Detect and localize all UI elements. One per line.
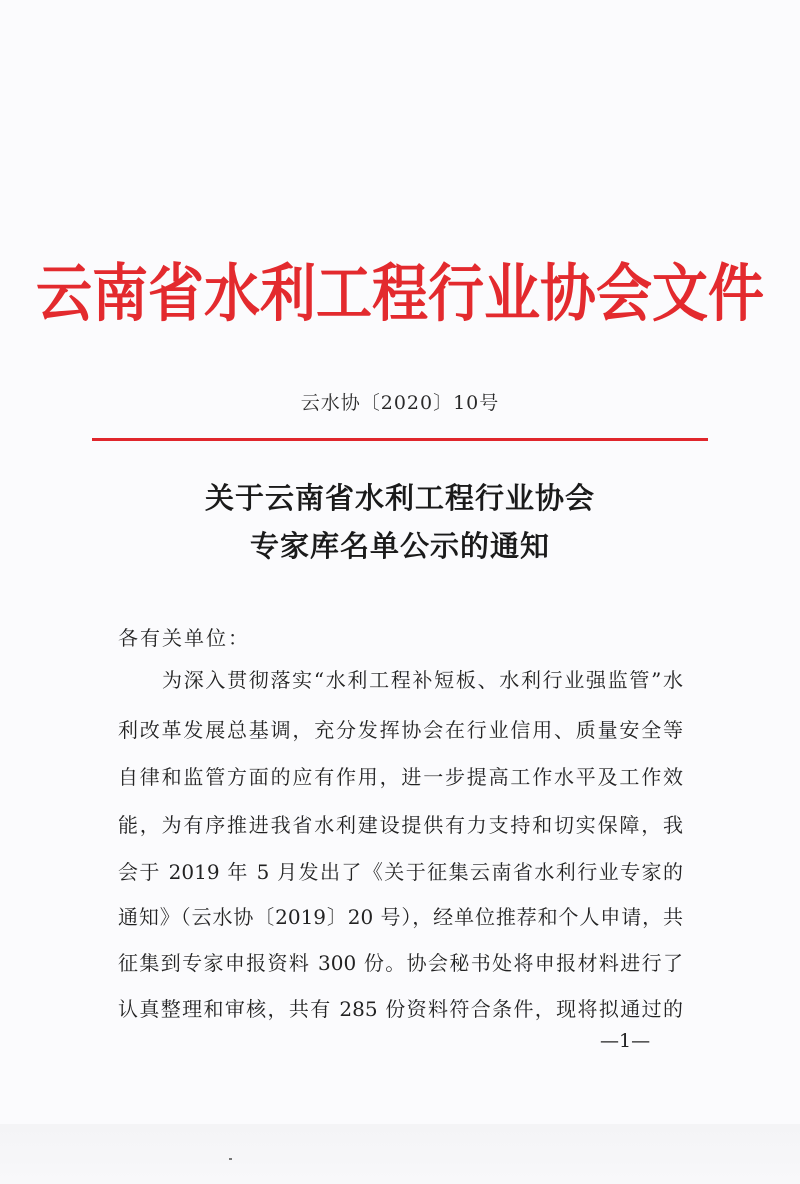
red-divider-rule: [92, 438, 708, 441]
salutation: 各有关单位：: [118, 626, 250, 650]
document-header-title: 云南省水利工程行业协会文件: [36, 258, 764, 331]
body-line: 利改革发展总基调，充分发挥协会在行业信用、质量安全等: [118, 718, 683, 742]
document-number: 云水协〔2020〕10号: [300, 392, 500, 414]
notice-title-line-1: 关于云南省水利工程行业协会: [204, 481, 595, 515]
scan-bottom-margin: [0, 1124, 800, 1184]
body-line: 能，为有序推进我省水利建设提供有力支持和切实保障，我: [118, 813, 683, 837]
scan-speck: [229, 1158, 232, 1160]
page-number: —1—: [600, 1030, 651, 1052]
body-line: 征集到专家申报资料 300 份。协会秘书处将申报材料进行了: [118, 951, 683, 975]
body-line: 通知》（云水协〔2019〕20 号），经单位推荐和个人申请，共: [118, 905, 683, 929]
notice-title-line-2: 专家库名单公示的通知: [249, 529, 550, 563]
body-line: 为深入贯彻落实“水利工程补短板、水利行业强监管”水: [162, 668, 683, 692]
body-line: 认真整理和审核，共有 285 份资料符合条件，现将拟通过的: [118, 997, 683, 1021]
body-line: 自律和监管方面的应有作用，进一步提高工作水平及工作效: [118, 765, 683, 789]
body-line: 会于 2019 年 5 月发出了《关于征集云南省水利行业专家的: [118, 860, 683, 884]
